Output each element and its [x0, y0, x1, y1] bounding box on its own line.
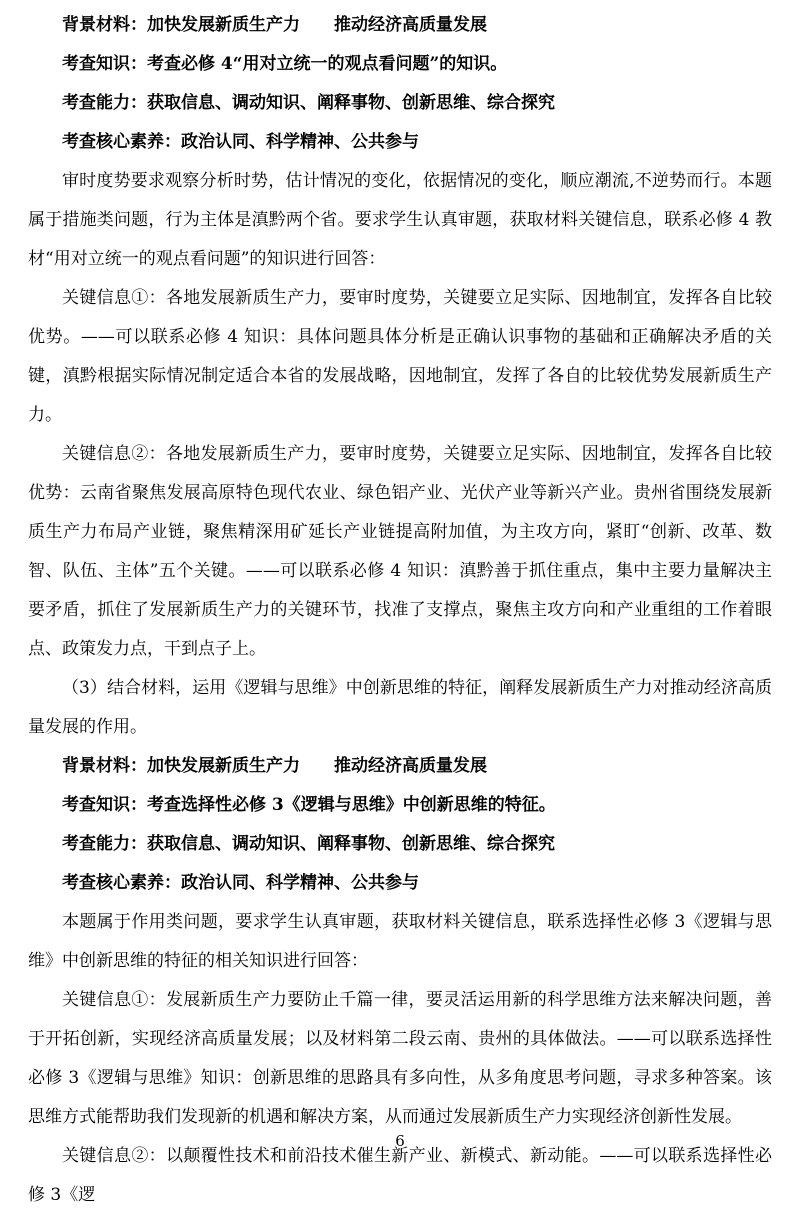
- para-core-literacy-1: 考查核心素养：政治认同、科学精神、公共参与: [62, 132, 419, 152]
- para-background-material-1: 背景材料：加快发展新质生产力 推动经济高质量发展: [62, 15, 487, 35]
- para-analysis-intro-1: 审时度势要求观察分析时势，估计情况的变化，依据情况的变化，顺应潮流,不逆势而行。本题属于措施类问题，行为主体是滇黔两个省。要求学生认真审题，获取材料关键信息，联系必修 4 教材“用对立统一的观点看问题”的知识进行回答：: [28, 171, 772, 269]
- para-core-literacy-2: 考查核心素养：政治认同、科学精神、公共参与: [62, 873, 419, 893]
- document-body: [28, 6, 772, 1215]
- para-key-info-1: 关键信息①：各地发展新质生产力，要审时度势，关键要立足实际、因地制宜，发挥各自比较优势。——可以联系必修 4 知识：具体问题具体分析是正确认识事物的基础和正确解决矛盾的关键，滇黔根据实际情况制定适合本省的发展战略，因地制宜，发挥了各自的比较优势发展新质生产力。: [28, 288, 772, 425]
- para-analysis-intro-2: 本题属于作用类问题，要求学生认真审题，获取材料关键信息，联系选择性必修 3《逻辑与思维》中创新思维的特征的相关知识进行回答：: [28, 912, 772, 971]
- para-exam-knowledge-2: 考查知识：考查选择性必修 3《逻辑与思维》中创新思维的特征。: [62, 795, 556, 815]
- para-exam-ability-1: 考查能力：获取信息、调动知识、阐释事物、创新思维、综合探究: [62, 93, 555, 113]
- para-key-info-3: 关键信息①：发展新质生产力要防止千篇一律，要灵活运用新的科学思维方法来解决问题，善于开拓创新，实现经济高质量发展；以及材料第二段云南、贵州的具体做法。——可以联系选择性必修 3《逻辑与思维》知识：创新思维的思路具有多向性，从多角度思考问题，寻求多种答案。该思维方式能帮助我们发现新的机遇和解决方案，从而通过发展新质生产力实现经济创新性发展。: [28, 990, 772, 1127]
- para-background-material-2: 背景材料：加快发展新质生产力 推动经济高质量发展: [62, 756, 487, 776]
- page-number: 6: [395, 1132, 405, 1150]
- para-exam-knowledge-1: 考查知识：考查必修 4“用对立统一的观点看问题”的知识。: [62, 54, 508, 74]
- para-question-3: （3）结合材料，运用《逻辑与思维》中创新思维的特征，阐释发展新质生产力对推动经济高质量发展的作用。: [28, 678, 772, 737]
- para-exam-ability-2: 考查能力：获取信息、调动知识、阐释事物、创新思维、综合探究: [62, 834, 555, 854]
- para-key-info-2: 关键信息②：各地发展新质生产力，要审时度势，关键要立足实际、因地制宜，发挥各自比较优势：云南省聚焦发展高原特色现代农业、绿色铝产业、光伏产业等新兴产业。贵州省围绕发展新质生产力布局产业链，聚焦精深用矿延长产业链提高附加值，为主攻方向，紧盯“创新、改革、数智、队伍、主体”五个关键。——可以联系必修 4 知识：滇黔善于抓住重点，集中主要力量解决主要矛盾，抓住了发展新质生产力的关键环节，找准了支撑点，聚焦主攻方向和产业重组的工作着眼点、政策发力点，干到点子上。: [28, 444, 772, 659]
- para-key-info-4: 关键信息②：以颠覆性技术和前沿技术催生新产业、新模式、新动能。——可以联系选择性必修 3《逻: [28, 1146, 772, 1205]
